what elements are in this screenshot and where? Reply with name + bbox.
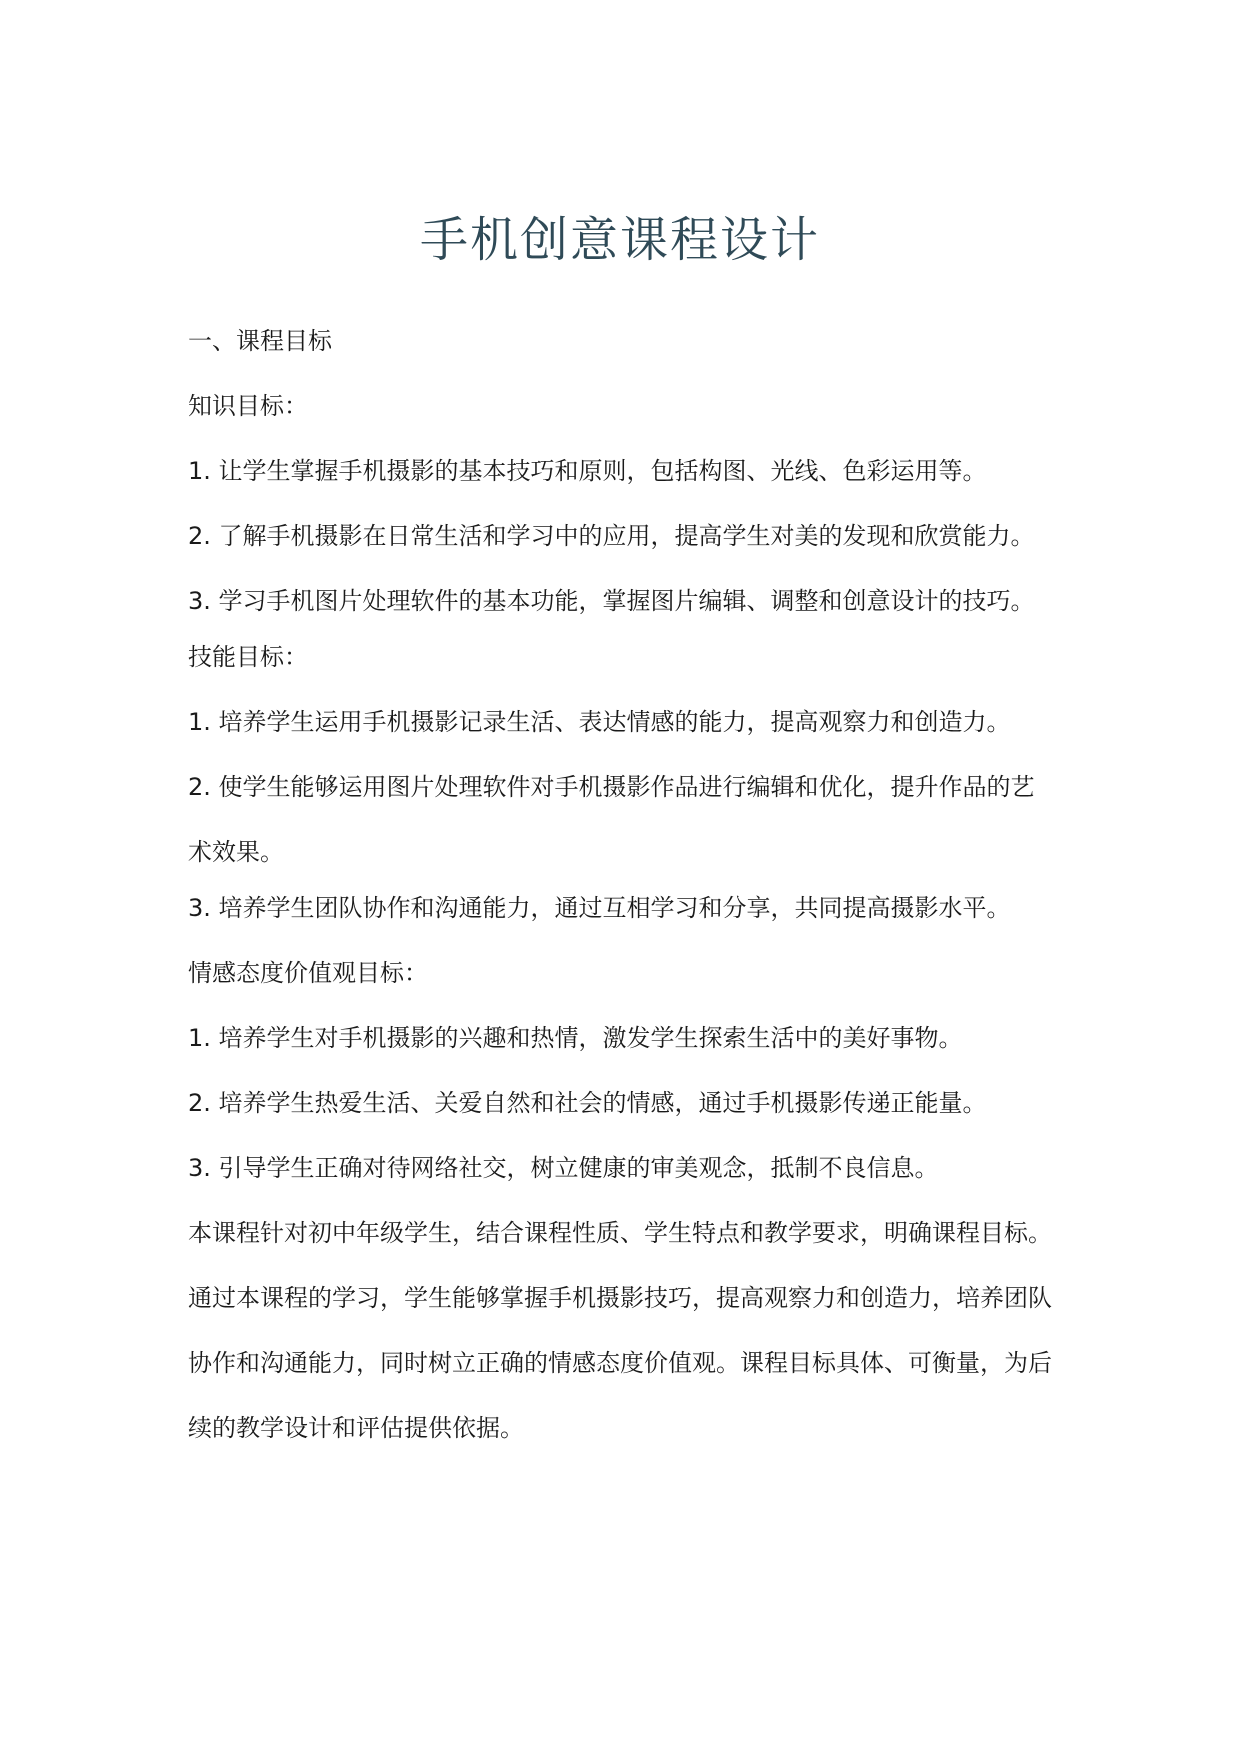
document-body (188, 318, 1058, 1461)
skills-item-3: 3. 培养学生团队协作和沟通能力，通过互相学习和分享，共同提高摄影水平。 (188, 894, 1011, 922)
summary-paragraph: 本课程针对初中年级学生，结合课程性质、学生特点和教学要求，明确课程目标。通过本课程的学习，学生能够掌握手机摄影技巧，提高观察力和创造力，培养团队协作和沟通能力，同时树立正确的情感态度价值观。课程目标具体、可衡量，为后续的教学设计和评估提供依据。 (188, 1219, 1052, 1442)
values-item-3: 3. 引导学生正确对待网络社交，树立健康的审美观念，抵制不良信息。 (188, 1154, 939, 1182)
document-title: 手机创意课程设计 (419, 212, 820, 268)
knowledge-item-1: 1. 让学生掌握手机摄影的基本技巧和原则，包括构图、光线、色彩运用等。 (188, 457, 987, 485)
skills-heading: 技能目标： (188, 643, 308, 671)
section-heading: 一、课程目标 (188, 327, 332, 355)
knowledge-item-3: 3. 学习手机图片处理软件的基本功能，掌握图片编辑、调整和创意设计的技巧。 (188, 587, 1035, 615)
knowledge-item-2: 2. 了解手机摄影在日常生活和学习中的应用，提高学生对美的发现和欣赏能力。 (188, 522, 1035, 550)
skills-item-1: 1. 培养学生运用手机摄影记录生活、表达情感的能力，提高观察力和创造力。 (188, 708, 1011, 736)
knowledge-heading: 知识目标： (188, 392, 308, 420)
values-item-1: 1. 培养学生对手机摄影的兴趣和热情，激发学生探索生活中的美好事物。 (188, 1024, 963, 1052)
skills-item-2: 2. 使学生能够运用图片处理软件对手机摄影作品进行编辑和优化，提升作品的艺术效果。 (188, 773, 1035, 866)
values-item-2: 2. 培养学生热爱生活、关爱自然和社会的情感，通过手机摄影传递正能量。 (188, 1089, 987, 1117)
values-heading: 情感态度价值观目标： (188, 959, 428, 987)
